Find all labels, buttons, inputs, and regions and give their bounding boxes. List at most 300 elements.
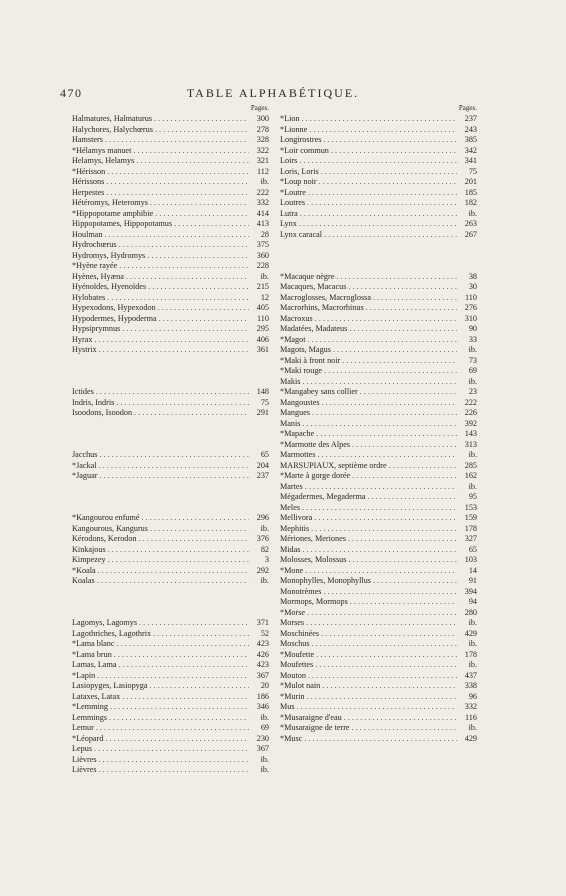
entry-page: 426 — [256, 649, 269, 659]
entry-page: 338 — [464, 681, 477, 690]
entry-page: 94 — [468, 597, 477, 606]
leader-dots — [322, 681, 457, 692]
index-entry — [280, 398, 477, 409]
leader-dots — [150, 681, 250, 692]
entry-page: 75 — [260, 397, 269, 407]
entry-name: *Moufette — [280, 649, 315, 659]
index-entry — [280, 219, 477, 230]
index-gap — [72, 597, 269, 608]
entry-page: 201 — [464, 177, 477, 186]
entry-name: *Mangabey sans collier — [280, 387, 358, 396]
leader-dots — [373, 576, 457, 587]
entry-name: *Maki à front noir — [280, 355, 341, 365]
entry-page: 230 — [256, 733, 269, 743]
index-entry — [280, 366, 477, 377]
entry-page: ib. — [468, 481, 477, 491]
index-entry — [72, 566, 269, 577]
leader-dots — [159, 314, 249, 325]
leader-dots — [312, 408, 457, 419]
leader-dots — [139, 618, 249, 629]
entry-name: Kimpezey — [72, 555, 106, 564]
leader-dots — [352, 440, 457, 451]
leader-dots — [373, 293, 457, 304]
leader-dots — [99, 461, 249, 472]
index-entry — [280, 471, 477, 482]
entry-name: *Hérisson — [72, 166, 106, 176]
entry-name: Martes — [280, 481, 303, 491]
entry-name: Moschinées — [280, 628, 320, 638]
entry-page: 91 — [468, 576, 477, 585]
entry-page: 367 — [256, 744, 269, 753]
leader-dots — [119, 261, 249, 272]
index-entry — [280, 702, 477, 713]
entry-name: Macroglosses, Macroglossa — [280, 292, 371, 302]
entry-name: Helamys, Helamys — [72, 156, 135, 165]
entry-name: Jacchus — [72, 450, 98, 459]
entry-name: *Musc — [280, 733, 303, 743]
index-entry — [72, 303, 269, 314]
entry-page: 429 — [464, 733, 477, 743]
entry-name: Lièvres — [72, 754, 97, 764]
index-entry — [72, 618, 269, 629]
entry-page: 341 — [464, 156, 477, 165]
leader-dots — [307, 198, 457, 209]
entry-page: ib. — [260, 576, 269, 585]
index-entry — [280, 345, 477, 356]
pages-label: Pages. — [250, 104, 269, 112]
entry-page: 327 — [464, 534, 477, 543]
leader-dots — [302, 377, 457, 388]
index-entry — [280, 587, 477, 598]
entry-page: 295 — [256, 324, 269, 333]
index-entry — [280, 114, 477, 125]
index-entry — [72, 755, 269, 766]
index-entry — [280, 167, 477, 178]
entry-name: Hydromys, Hydromys — [72, 250, 146, 260]
entry-page: 332 — [256, 198, 269, 207]
entry-name: *Loir commun — [280, 145, 329, 155]
index-entry — [280, 293, 477, 304]
entry-name: *Maki rouge — [280, 366, 323, 375]
entry-name: Lagomys, Lagomys — [72, 618, 138, 627]
entry-page: 243 — [464, 124, 477, 134]
index-entry — [72, 408, 269, 419]
entry-name: *Lemming — [72, 702, 108, 711]
leader-dots — [312, 639, 457, 650]
entry-name: Lataxes, Latax — [72, 691, 121, 701]
entry-page: 310 — [464, 313, 477, 323]
entry-name: *Lama brun — [72, 649, 112, 659]
leader-dots — [317, 450, 457, 461]
entry-page: ib. — [468, 723, 477, 732]
entry-page: 267 — [464, 229, 477, 239]
entry-name: *Macaque nègre — [280, 271, 335, 281]
entry-name: *Musaraigne d'eau — [280, 712, 342, 722]
index-entry — [72, 146, 269, 157]
index-entry — [280, 671, 477, 682]
index-entry — [72, 125, 269, 136]
index-entry — [72, 345, 269, 356]
leader-dots — [150, 524, 249, 535]
entry-page: 30 — [468, 282, 477, 291]
index-entry — [72, 335, 269, 346]
entry-page: 110 — [465, 292, 477, 302]
entry-name: Lynx — [280, 219, 297, 228]
entry-name: Kangourous, Kangurus — [72, 523, 148, 533]
entry-page: 12 — [260, 292, 269, 302]
entry-page: 110 — [257, 313, 269, 323]
index-entry — [280, 650, 477, 661]
leader-dots — [352, 723, 457, 734]
entry-name: Hippopotames, Hippopotamus — [72, 219, 173, 228]
entry-page: 278 — [256, 124, 269, 134]
index-entry — [72, 524, 269, 535]
leader-dots — [314, 513, 457, 524]
entry-page: 322 — [256, 145, 269, 155]
entry-page: 385 — [464, 135, 477, 144]
entry-page: 228 — [256, 261, 269, 270]
leader-dots — [321, 629, 457, 640]
entry-name: *Marmotte des Alpes — [280, 439, 351, 449]
index-entry — [72, 209, 269, 220]
leader-dots — [136, 156, 249, 167]
index-entry — [72, 513, 269, 524]
entry-page: 116 — [465, 712, 477, 722]
leader-dots — [107, 293, 249, 304]
index-entry — [72, 713, 269, 724]
entry-name: *Marte à gorge dorée — [280, 471, 351, 480]
index-entry — [280, 377, 477, 388]
leader-dots — [107, 167, 249, 178]
entry-page: 52 — [260, 628, 269, 638]
entry-page: 148 — [256, 387, 269, 396]
entry-page: 178 — [464, 523, 477, 533]
entry-page: ib. — [260, 523, 269, 533]
leader-dots — [302, 503, 457, 514]
entry-page: 437 — [464, 670, 477, 680]
leader-dots — [316, 650, 457, 661]
leader-dots — [352, 471, 457, 482]
entry-name: *Lama blanc — [72, 639, 115, 648]
index-entry — [280, 576, 477, 587]
index-entry — [280, 629, 477, 640]
leader-dots — [308, 188, 457, 199]
leader-dots — [122, 324, 249, 335]
index-gap — [280, 251, 477, 262]
entry-name: *Lionne — [280, 124, 308, 134]
index-entry — [72, 261, 269, 272]
leader-dots — [116, 398, 249, 409]
index-entry — [280, 492, 477, 503]
entry-name: Loris, Loris — [280, 166, 319, 176]
entry-name: Hyènes, Hyæna — [72, 271, 124, 281]
leader-dots — [154, 114, 249, 125]
index-entry — [72, 114, 269, 125]
index-entry — [280, 387, 477, 398]
index-entry — [72, 681, 269, 692]
entry-page: 375 — [256, 240, 269, 249]
index-entry — [280, 524, 477, 535]
entry-name: *Loutre — [280, 187, 306, 197]
leader-dots — [155, 125, 249, 136]
index-entry — [280, 555, 477, 566]
entry-page: 204 — [256, 460, 269, 470]
leader-dots — [307, 335, 457, 346]
index-entry — [72, 692, 269, 703]
index-entry — [280, 314, 477, 325]
entry-name: Kinkajous — [72, 544, 106, 554]
index-entry — [280, 597, 477, 608]
entry-page: 182 — [464, 198, 477, 207]
entry-name: *Magot — [280, 334, 306, 344]
leader-dots — [389, 461, 457, 472]
index-entry — [72, 629, 269, 640]
entry-name: Houlman — [72, 229, 103, 239]
index-entry — [72, 398, 269, 409]
entry-page: 95 — [468, 492, 477, 501]
entry-page: 414 — [256, 208, 269, 218]
index-entry — [280, 440, 477, 451]
pages-label: Pages. — [458, 104, 477, 112]
index-entry — [280, 356, 477, 367]
leader-dots — [316, 429, 457, 440]
index-entry — [280, 639, 477, 650]
index-entry — [280, 618, 477, 629]
index-gap — [72, 377, 269, 388]
leader-dots — [302, 419, 457, 430]
index-entry — [72, 135, 269, 146]
entry-name: Lièvres — [72, 765, 97, 774]
leader-dots — [99, 471, 249, 482]
index-entry — [280, 272, 477, 283]
entry-name: Mormops, Mormops — [280, 597, 348, 606]
leader-dots — [99, 755, 249, 766]
entry-name: Isoodons, Isoodon — [72, 408, 133, 417]
index-entry — [280, 534, 477, 545]
entry-page: ib. — [468, 639, 477, 648]
entry-page: 394 — [464, 586, 477, 596]
page-number: 470 — [60, 86, 83, 100]
leader-dots — [348, 534, 457, 545]
index-entry — [280, 419, 477, 430]
entry-name: *Musaraigne de terre — [280, 723, 350, 732]
index-entry — [72, 219, 269, 230]
leader-dots — [366, 303, 457, 314]
entry-name: Lepus — [72, 744, 93, 753]
index-entry — [72, 272, 269, 283]
index-entry — [72, 744, 269, 755]
entry-name: Halmatures, Halmaturus — [72, 114, 153, 123]
index-entry — [72, 230, 269, 241]
entry-name: Macroxus — [280, 313, 313, 323]
entry-page: 222 — [256, 187, 269, 197]
entry-name: *Jackal — [72, 460, 97, 470]
entry-page: 280 — [464, 607, 477, 617]
leader-dots — [323, 135, 457, 146]
entry-page: 296 — [256, 513, 269, 522]
entry-name: Loirs — [280, 156, 298, 165]
leader-dots — [155, 209, 249, 220]
entry-name: Hypodermes, Hypoderma — [72, 313, 157, 323]
leader-dots — [117, 639, 249, 650]
entry-page: ib. — [260, 177, 269, 186]
index-gap — [72, 608, 269, 619]
index-entry — [280, 156, 477, 167]
entry-page: 143 — [464, 429, 477, 438]
leader-dots — [299, 156, 457, 167]
index-entry — [72, 177, 269, 188]
index-entry — [280, 503, 477, 514]
leader-dots — [348, 555, 457, 566]
leader-dots — [94, 335, 249, 346]
index-entry — [72, 450, 269, 461]
entry-page: 82 — [260, 544, 269, 554]
entry-page: 371 — [256, 618, 269, 627]
index-entry — [72, 251, 269, 262]
entry-page: 65 — [260, 450, 269, 459]
entry-name: *Loup noir — [280, 177, 317, 186]
leader-dots — [302, 114, 457, 125]
index-gap — [72, 482, 269, 493]
leader-dots — [106, 188, 249, 199]
page-title: TABLE ALPHABÉTIQUE. — [186, 86, 360, 100]
entry-page: 423 — [256, 660, 269, 669]
entry-page: 237 — [256, 471, 269, 480]
index-entry — [280, 125, 477, 136]
entry-page: 23 — [468, 387, 477, 396]
entry-name: *Mapache — [280, 429, 315, 438]
index-entry — [280, 545, 477, 556]
entry-page: 300 — [256, 114, 269, 123]
leader-dots — [305, 482, 457, 493]
leader-dots — [106, 177, 249, 188]
entry-name: Makis — [280, 376, 301, 386]
entry-page: 69 — [468, 366, 477, 375]
entry-page: ib. — [468, 208, 477, 218]
entry-page: 392 — [464, 418, 477, 428]
index-entry — [280, 198, 477, 209]
entry-name: Lagothriches, Lagothrix — [72, 628, 152, 638]
index-entry — [280, 713, 477, 724]
entry-name: Halychores, Halychœrus — [72, 124, 153, 134]
index-entry — [72, 293, 269, 304]
index-entry — [72, 555, 269, 566]
leader-dots — [322, 398, 457, 409]
entry-name: Hyrax — [72, 334, 93, 344]
entry-page: 226 — [464, 408, 477, 417]
entry-page: 291 — [256, 408, 269, 417]
entry-page: ib. — [468, 618, 477, 627]
leader-dots — [104, 230, 249, 241]
entry-name: *Murin — [280, 691, 305, 701]
leader-dots — [147, 251, 249, 262]
index-gap — [72, 419, 269, 430]
entry-name: *Jaguar — [72, 471, 98, 480]
entry-page: 69 — [260, 723, 269, 732]
entry-name: Mephitis — [280, 523, 310, 533]
index-entry — [280, 324, 477, 335]
leader-dots — [142, 513, 249, 524]
entry-page: ib. — [260, 712, 269, 722]
entry-name: Mégadermes, Megaderma — [280, 492, 366, 501]
leader-dots — [367, 492, 457, 503]
index-entry — [72, 650, 269, 661]
entry-page: ib. — [260, 765, 269, 774]
index-entry — [72, 545, 269, 556]
entry-name: *Léopard — [72, 733, 104, 743]
entry-page: ib. — [468, 450, 477, 459]
entry-page: 186 — [256, 691, 269, 701]
entry-page: 423 — [256, 639, 269, 648]
entry-name: *Lapin — [72, 670, 96, 680]
entry-name: Macaques, Macacus — [280, 282, 347, 291]
index-entry — [280, 146, 477, 157]
entry-name: Hypexodons, Hypexodon — [72, 303, 156, 312]
leader-dots — [96, 723, 249, 734]
entry-page: 20 — [260, 681, 269, 690]
entry-page: 276 — [464, 303, 477, 312]
leader-dots — [311, 524, 457, 535]
index-entry — [72, 660, 269, 671]
index-entry — [72, 765, 269, 776]
index-entry — [72, 471, 269, 482]
leader-dots — [134, 408, 249, 419]
leader-dots — [94, 744, 249, 755]
entry-name: Hétéromys, Heteromys — [72, 198, 148, 207]
leader-dots — [344, 713, 457, 724]
entry-page: 429 — [464, 628, 477, 638]
leader-dots — [342, 356, 457, 367]
leader-dots — [108, 545, 249, 556]
entry-name: Molosses, Molossus — [280, 555, 347, 564]
entry-page: 153 — [464, 502, 477, 512]
leader-dots — [139, 534, 249, 545]
entry-name: *Lion — [280, 114, 300, 123]
entry-name: Ictides — [72, 387, 94, 396]
entry-name: Mangoustes — [280, 397, 320, 407]
index-entry — [280, 692, 477, 703]
index-entry — [72, 167, 269, 178]
index-entry — [280, 734, 477, 745]
index-entry — [280, 230, 477, 241]
leader-dots — [126, 272, 249, 283]
index-gap — [280, 261, 477, 272]
leader-dots — [105, 135, 249, 146]
leader-dots — [348, 282, 457, 293]
index-gap — [72, 492, 269, 503]
index-entry — [280, 188, 477, 199]
leader-dots — [119, 660, 249, 671]
entry-page: 38 — [468, 271, 477, 281]
entry-page: 376 — [256, 534, 269, 543]
leader-dots — [306, 618, 457, 629]
entry-page: 328 — [256, 135, 269, 144]
entry-name: Manis — [280, 418, 301, 428]
index-gap — [72, 503, 269, 514]
leader-dots — [99, 765, 249, 776]
leader-dots — [308, 671, 457, 682]
entry-name: Hypsiprymnus — [72, 324, 121, 333]
entry-page: 413 — [256, 219, 269, 228]
index-entry — [72, 324, 269, 335]
entry-name: Lemur — [72, 723, 94, 732]
entry-page: 332 — [464, 702, 477, 711]
index-entry — [72, 723, 269, 734]
leader-dots — [336, 272, 457, 283]
entry-name: Hydrochœrus — [72, 240, 117, 249]
entry-name: Lutra — [280, 208, 298, 218]
index-entry — [280, 135, 477, 146]
